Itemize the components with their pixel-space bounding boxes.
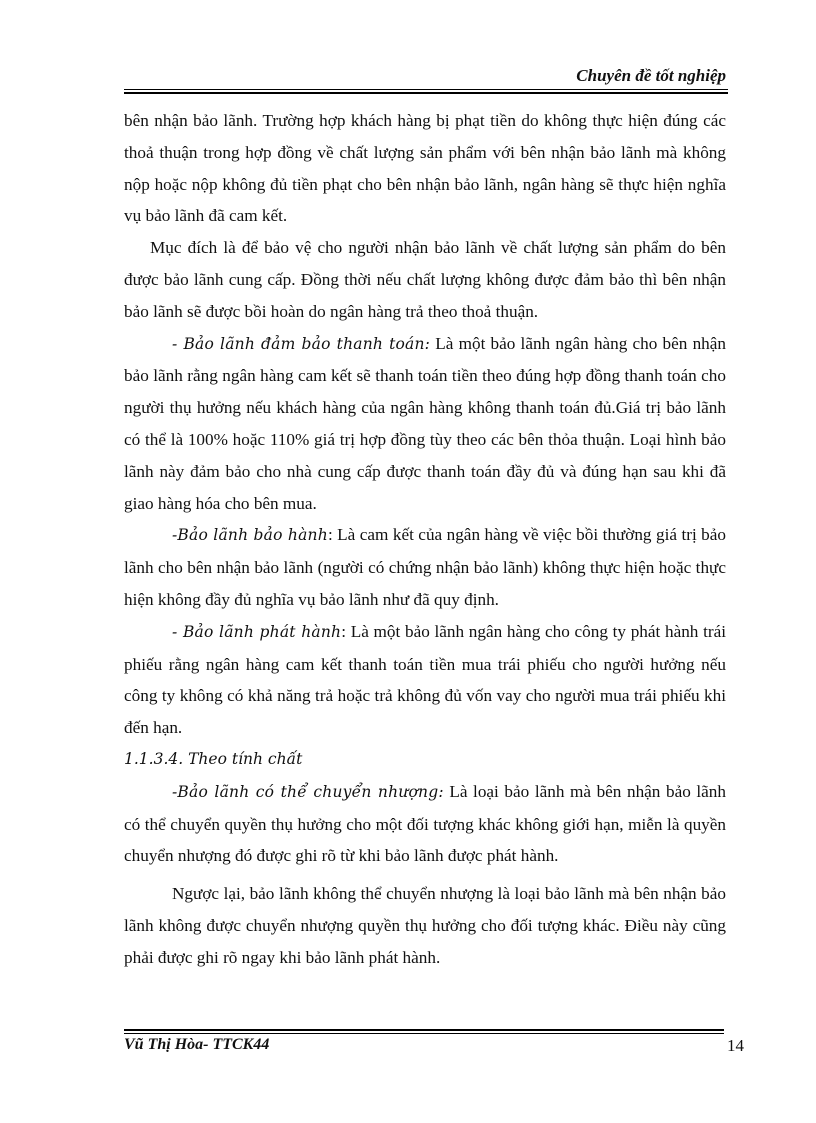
page-number: 14	[727, 1036, 744, 1055]
paragraph-2: Mục đích là để bảo vệ cho người nhận bảo lãnh về chất lượng sản phẩm do bên được bảo lãnh cung cấp. Đồng thời nếu chất lượng không được đảm bảo thì bên nhận bảo lãnh sẽ được bồi hoàn do ngân hàng trả theo thoả thuận.	[124, 238, 726, 321]
paragraph-7: Ngược lại, bảo lãnh không thể chuyển nhượng là loại bảo lãnh mà bên nhận bảo lãnh không được chuyển nhượng quyền thụ hưởng cho đối tượng khác. Điều này cũng phải được ghi rõ ngay khi bảo lãnh phát hành.	[124, 884, 726, 967]
paragraph-5-text: : Là một bảo lãnh ngân hàng cho công ty phát hành trái phiếu rằng ngân hàng cam kết thanh toán tiền mua trái phiếu cho người hưởng nếu công ty không có khả năng trả hoặc trả không đủ vốn vay cho người mua trái phiếu khi đến hạn.	[124, 621, 726, 738]
paragraph-6	[124, 776, 726, 872]
paragraph-6-text: Là loại bảo lãnh mà bên nhận bảo lãnh có thể chuyển quyền thụ hưởng cho một đối tượng khác không giới hạn, miễn là quyền chuyển nhượng đó được ghi rõ từ khi bảo lãnh được phát hành.	[124, 781, 726, 866]
paragraph-5	[124, 616, 726, 744]
term-warranty-guarantee: -Bảo lãnh bảo hành	[172, 526, 328, 545]
section-subheading: 1.1.3.4. Theo tính chất	[124, 749, 303, 768]
header-rule-thin	[124, 89, 728, 90]
term-issuance-guarantee: - Bảo lãnh phát hành	[172, 622, 342, 641]
paragraph-4-text: : Là cam kết của ngân hàng về việc bồi thường giá trị bảo lãnh cho bên nhận bảo lãnh (người có chứng nhận bảo lãnh) không thực hiện hoặc thực hiện không đầy đủ nghĩa vụ bảo lãnh như đã quy định.	[124, 525, 726, 609]
header-rule-thick	[124, 92, 728, 94]
paragraph-3	[124, 328, 726, 520]
term-transferable-guarantee: -Bảo lãnh có thể chuyển nhượng:	[172, 782, 444, 801]
paragraph-3-text: Là một bảo lãnh ngân hàng cho bên nhận bảo lãnh rằng ngân hàng cam kết sẽ thanh toán tiền theo đúng hợp đồng thanh toán cho người thụ hưởng nếu khách hàng của ngân hàng không thanh toán đủ.Giá trị bảo lãnh có thể là 100% hoặc 110% giá trị hợp đồng tùy theo các bên thỏa thuận. Loại hình bảo lãnh này đảm bảo cho nhà cung cấp được thanh toán đầy đủ và đúng hạn sau khi đã giao hàng hóa cho bên mua.	[124, 333, 726, 513]
footer-author: Vũ Thị Hòa- TTCK44	[124, 1036, 270, 1053]
paragraph-4	[124, 519, 726, 615]
footer-rule-thick	[124, 1029, 724, 1031]
paragraph-1: bên nhận bảo lãnh. Trường hợp khách hàng bị phạt tiền do không thực hiện đúng các thoả thuận trong hợp đồng về chất lượng sản phẩm với bên nhận bảo lãnh mà không nộp hoặc nộp không đủ tiền phạt cho bên nhận bảo lãnh, ngân hàng sẽ thực hiện nghĩa vụ bảo lãnh đã cam kết.	[124, 111, 726, 226]
term-payment-guarantee: - Bảo lãnh đảm bảo thanh toán:	[172, 334, 431, 353]
body-content	[124, 105, 726, 974]
header-title: Chuyên đề tốt nghiệp	[576, 66, 726, 85]
footer-rule-thin	[124, 1033, 724, 1034]
